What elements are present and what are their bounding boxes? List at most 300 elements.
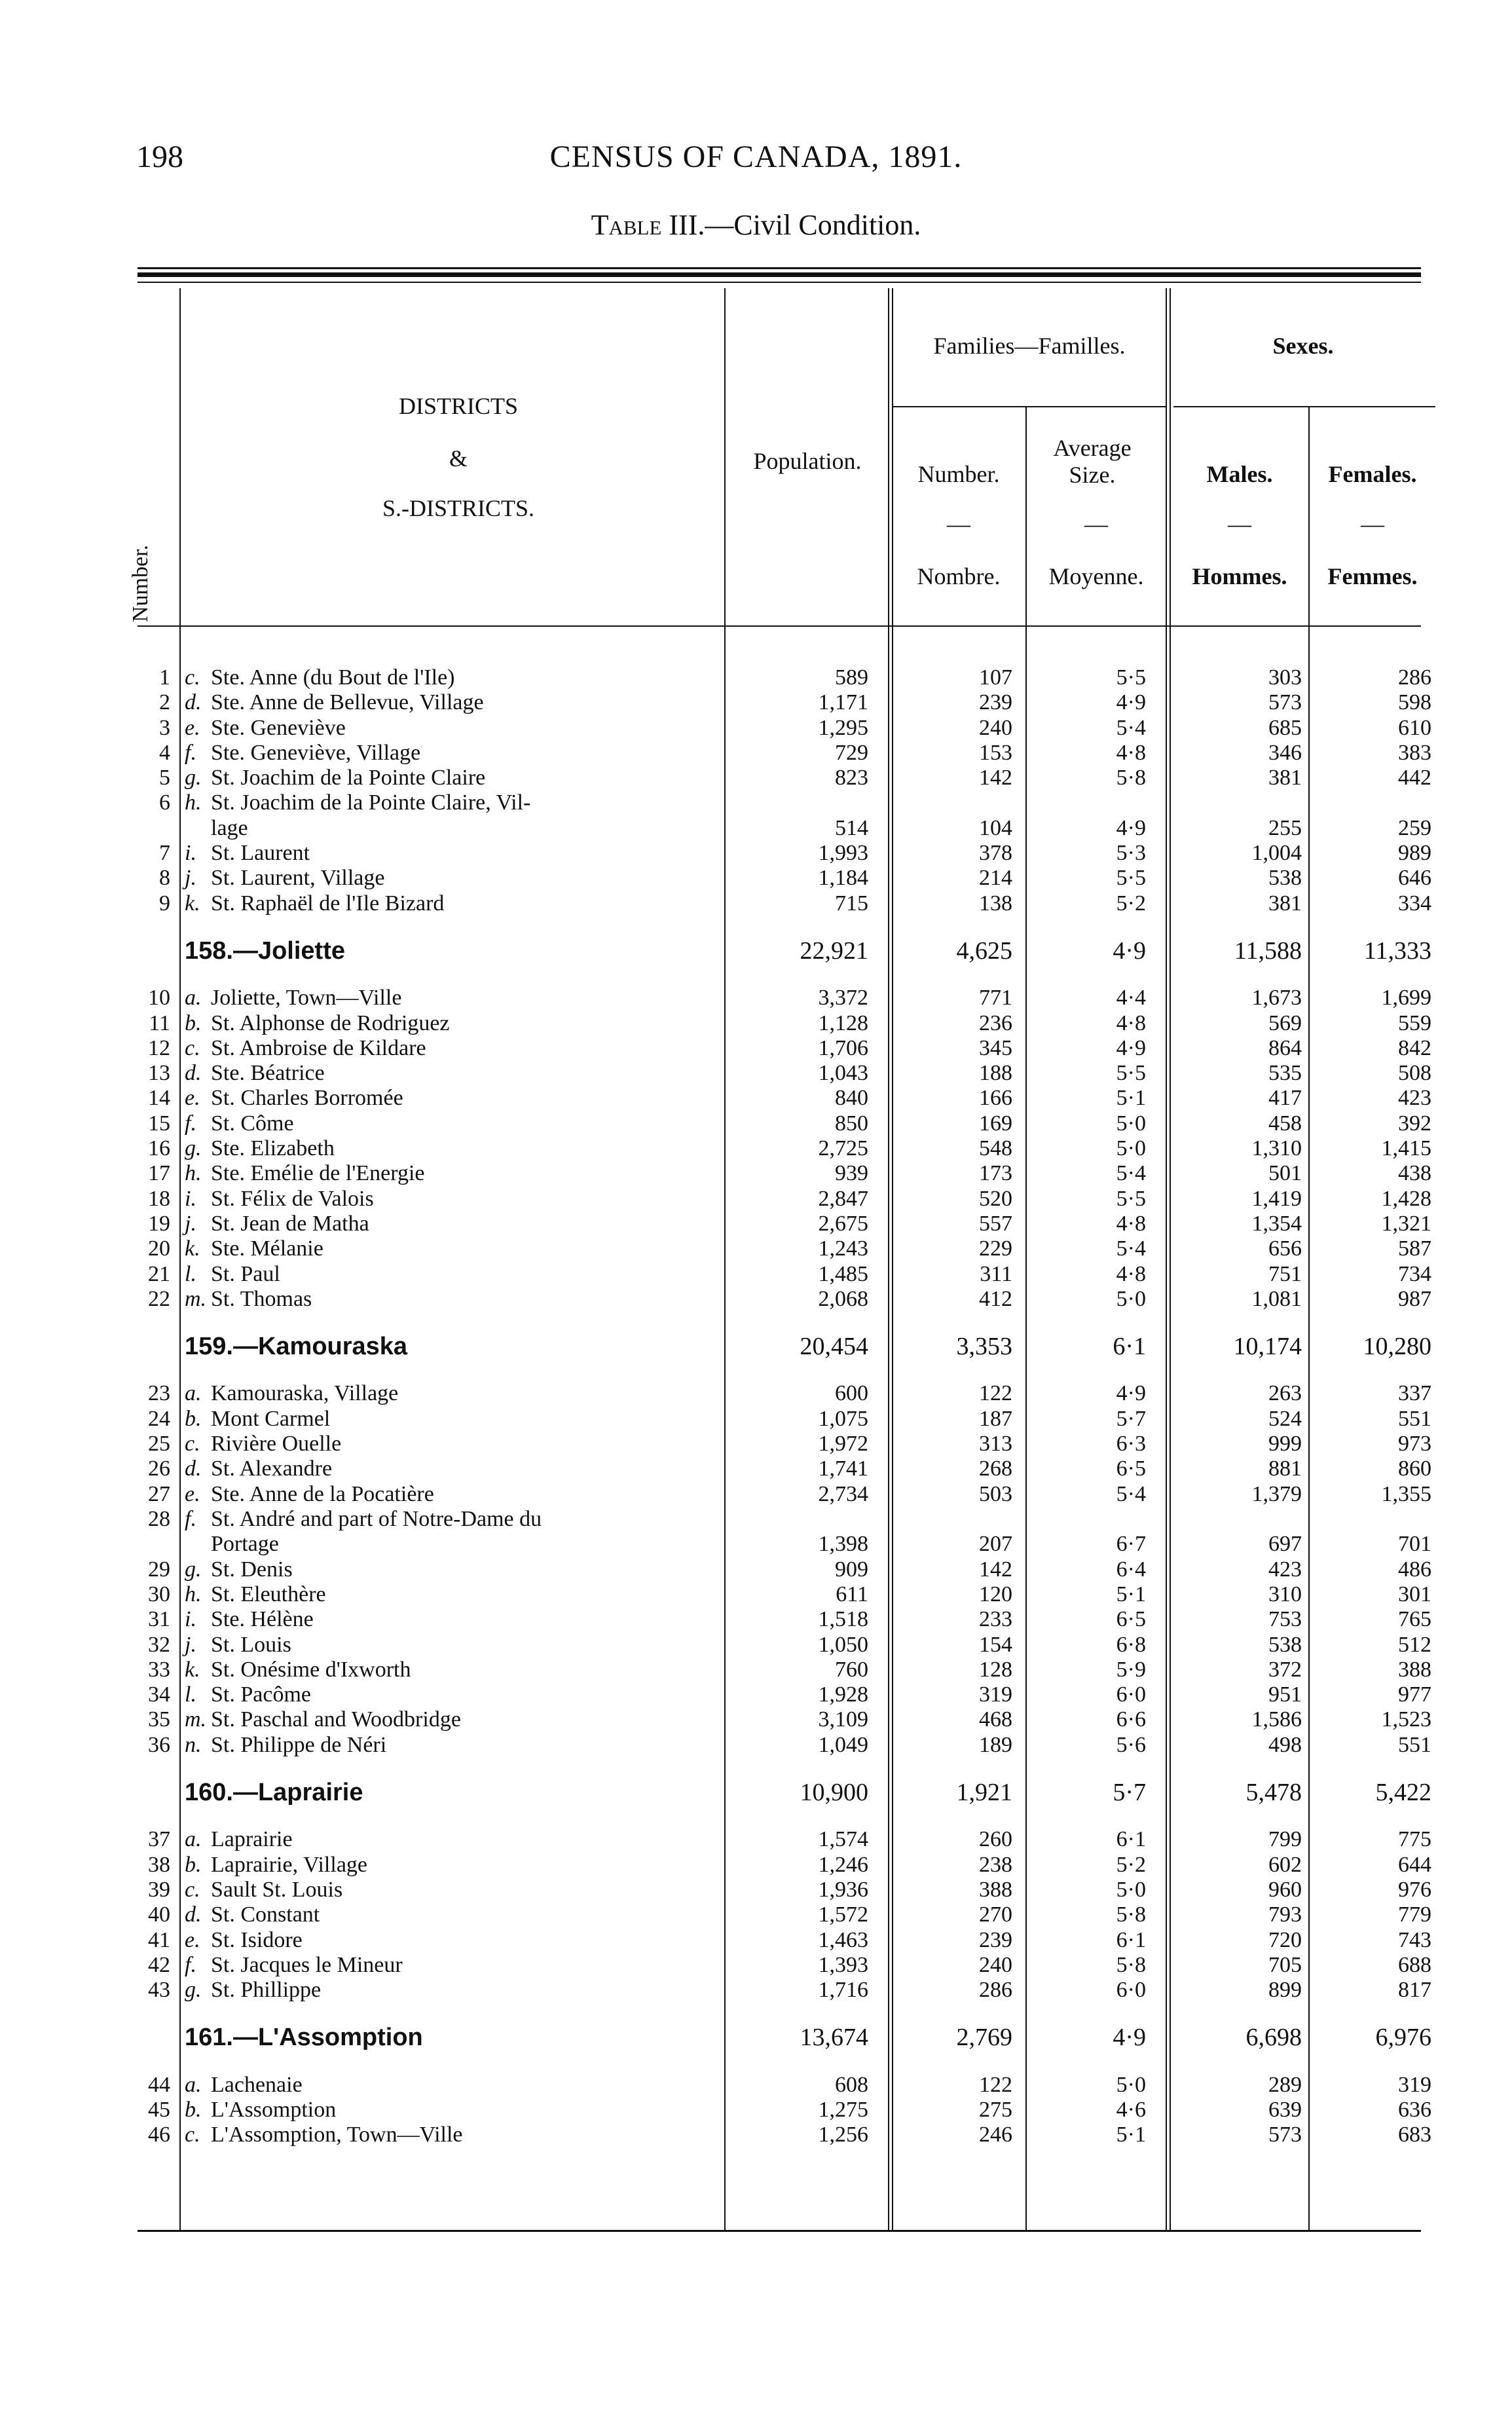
- row-families: 214: [979, 866, 1012, 890]
- row-average-size: 5·7: [1116, 1407, 1146, 1431]
- row-population: 22,921: [800, 937, 868, 965]
- row-males: 498: [1268, 1733, 1302, 1757]
- row-name: St. Paul: [211, 1262, 280, 1286]
- row-females: 1,523: [1381, 1707, 1431, 1732]
- row-females: 486: [1398, 1557, 1431, 1582]
- table-row: [0, 1187, 1512, 1212]
- table-row: [0, 1878, 1512, 1902]
- table-row: [0, 1633, 1512, 1658]
- row-number: 1: [159, 665, 170, 690]
- row-population: 13,674: [800, 2024, 868, 2051]
- row-average-size: 5·3: [1116, 841, 1146, 865]
- row-females: 587: [1398, 1236, 1431, 1261]
- row-name: L'Assomption, Town—Ville: [211, 2123, 463, 2147]
- row-females: 701: [1398, 1532, 1431, 1556]
- row-average-size: 6·6: [1116, 1707, 1146, 1732]
- table-row: [0, 1582, 1512, 1607]
- row-letter: i.: [185, 1607, 196, 1631]
- row-population: 1,518: [818, 1607, 868, 1631]
- table-row: [0, 2073, 1512, 2098]
- row-females: 388: [1398, 1658, 1431, 1682]
- row-families: 187: [979, 1407, 1012, 1431]
- row-letter: a.: [185, 1381, 202, 1405]
- row-population: 1,184: [818, 866, 868, 890]
- header-fam-number-fr: Nombre.: [917, 563, 1001, 589]
- header-fam-number: Number.: [917, 461, 1000, 487]
- row-population: 823: [835, 766, 868, 790]
- row-females: 683: [1398, 2123, 1431, 2147]
- row-letter: l.: [185, 1262, 196, 1286]
- header-districts-2: &: [449, 445, 468, 472]
- row-males: 381: [1268, 766, 1302, 790]
- row-name: Ste. Mélanie: [211, 1236, 323, 1261]
- row-families: 319: [979, 1682, 1012, 1707]
- table-row: [0, 1212, 1512, 1236]
- row-families: 188: [979, 1061, 1012, 1085]
- row-average-size: 5·2: [1116, 1853, 1146, 1877]
- row-number: 15: [148, 1111, 170, 1136]
- row-families: 246: [979, 2123, 1012, 2147]
- row-name: St. Thomas: [211, 1287, 312, 1311]
- table-row: [0, 1658, 1512, 1682]
- row-number: 39: [148, 1878, 170, 1902]
- district-row: [0, 1334, 1512, 1359]
- row-number: 21: [148, 1262, 170, 1286]
- row-letter: f.: [185, 741, 196, 765]
- table-row: [0, 1482, 1512, 1507]
- row-letter: l.: [185, 1682, 196, 1707]
- row-number: 40: [148, 1902, 170, 1927]
- row-letter: g.: [185, 766, 202, 790]
- row-number: 25: [148, 1432, 170, 1456]
- row-males: 1,379: [1251, 1482, 1302, 1506]
- row-letter: m.: [185, 1287, 207, 1311]
- row-females: 438: [1398, 1161, 1431, 1185]
- row-number: 32: [148, 1633, 170, 1657]
- row-families: 4,625: [956, 937, 1012, 965]
- row-females: 1,699: [1381, 986, 1431, 1010]
- row-number: 45: [148, 2098, 170, 2122]
- header-districts-1: DISTRICTS: [398, 393, 519, 419]
- row-females: 392: [1398, 1111, 1431, 1136]
- row-average-size: 6·0: [1116, 1682, 1146, 1707]
- row-number: 5: [159, 766, 170, 790]
- row-females: 559: [1398, 1011, 1431, 1035]
- row-number: 7: [159, 841, 170, 865]
- row-families: 503: [979, 1482, 1012, 1506]
- row-females: 5,422: [1375, 1779, 1431, 1806]
- row-name: St. Félix de Valois: [211, 1187, 374, 1211]
- row-average-size: 6·3: [1116, 1432, 1146, 1456]
- row-population: 1,295: [818, 716, 868, 740]
- row-males: 639: [1268, 2098, 1302, 2122]
- row-letter: h.: [185, 1161, 202, 1185]
- row-number: 43: [148, 1978, 170, 2002]
- row-population: 1,574: [818, 1827, 868, 1851]
- row-families: 557: [979, 1212, 1012, 1236]
- row-population: 850: [835, 1111, 868, 1136]
- row-average-size: 5·6: [1116, 1733, 1146, 1757]
- table-row: [0, 741, 1512, 766]
- row-average-size: 4·9: [1116, 690, 1146, 714]
- row-name: St. Alexandre: [211, 1456, 333, 1481]
- row-males: 535: [1268, 1061, 1302, 1085]
- row-number: 38: [148, 1853, 170, 1877]
- row-average-size: 5·5: [1116, 866, 1146, 890]
- row-males: 751: [1268, 1262, 1302, 1286]
- row-number: 19: [148, 1212, 170, 1236]
- row-letter: a.: [185, 2073, 202, 2097]
- row-number: 24: [148, 1407, 170, 1431]
- row-average-size: 5·1: [1116, 1086, 1146, 1110]
- row-letter: c.: [185, 1036, 200, 1060]
- row-families: 240: [979, 716, 1012, 740]
- row-average-size: 5·0: [1116, 2073, 1146, 2097]
- row-name: St. Charles Borromée: [211, 1086, 403, 1110]
- row-letter: d.: [185, 1061, 202, 1085]
- row-females: 512: [1398, 1633, 1431, 1657]
- table-row: [0, 1381, 1512, 1406]
- row-name: St. Jean de Matha: [211, 1212, 369, 1236]
- row-average-size: 4·4: [1116, 986, 1146, 1010]
- row-males: 573: [1268, 690, 1302, 714]
- table-row: [0, 1902, 1512, 1927]
- row-females: 508: [1398, 1061, 1431, 1085]
- row-males: 720: [1268, 1928, 1302, 1952]
- header-fam-dash: —: [947, 511, 970, 537]
- row-letter: d.: [185, 690, 202, 714]
- table-row: [0, 1111, 1512, 1136]
- row-families: 260: [979, 1827, 1012, 1851]
- table-title-rest: —Civil Condition.: [705, 209, 921, 241]
- table-row: [0, 1036, 1512, 1061]
- row-population: 2,847: [818, 1187, 868, 1211]
- table-row: [0, 891, 1512, 916]
- row-males: 705: [1268, 1953, 1302, 1977]
- row-families: 154: [979, 1633, 1012, 1657]
- row-average-size: 5·0: [1116, 1287, 1146, 1311]
- table-row: [0, 1853, 1512, 1878]
- row-number: 18: [148, 1187, 170, 1211]
- row-name: Laprairie, Village: [211, 1853, 367, 1877]
- row-average-size: 6·8: [1116, 1633, 1146, 1657]
- table-row: [0, 986, 1512, 1011]
- row-average-size: 5·8: [1116, 1953, 1146, 1977]
- row-name: St. André and part of Notre-Dame du: [211, 1507, 542, 1531]
- row-average-size: 4·8: [1116, 1262, 1146, 1286]
- row-number: 2: [159, 690, 170, 714]
- row-name: Joliette, Town—Ville: [211, 986, 402, 1010]
- row-males: 417: [1268, 1086, 1302, 1110]
- table-row: [0, 1978, 1512, 2003]
- row-average-size: 5·8: [1116, 766, 1146, 790]
- row-families: 378: [979, 841, 1012, 865]
- row-families: 548: [979, 1136, 1012, 1160]
- row-males: 5,478: [1245, 1779, 1302, 1806]
- row-population: 611: [836, 1582, 868, 1606]
- row-families: 238: [979, 1853, 1012, 1877]
- row-letter: a.: [185, 1827, 202, 1851]
- row-letter: f.: [185, 1507, 196, 1531]
- row-females: 817: [1398, 1978, 1431, 2002]
- row-males: 255: [1268, 816, 1302, 840]
- row-population: 1,049: [818, 1733, 868, 1757]
- row-families: 286: [979, 1978, 1012, 2002]
- district-row: [0, 1780, 1512, 1805]
- row-name: St. Constant: [211, 1902, 320, 1927]
- page-title: CENSUS OF CANADA, 1891.: [549, 139, 963, 174]
- row-males: 346: [1268, 741, 1302, 765]
- header-sexes: Sexes.: [1272, 333, 1334, 359]
- row-name: St. Eleuthère: [211, 1582, 326, 1606]
- row-families: 412: [979, 1287, 1012, 1311]
- row-letter: k.: [185, 891, 200, 916]
- row-letter: a.: [185, 986, 202, 1010]
- row-males: 538: [1268, 1633, 1302, 1657]
- row-males: 1,310: [1251, 1136, 1302, 1160]
- row-average-size: 6·4: [1116, 1557, 1146, 1582]
- header-avg-size-fr: Moyenne.: [1048, 563, 1144, 589]
- row-families: 240: [979, 1953, 1012, 1977]
- row-males: 1,586: [1251, 1707, 1302, 1732]
- row-population: 1,485: [818, 1262, 868, 1286]
- row-population: 2,068: [818, 1287, 868, 1311]
- row-number: 46: [148, 2123, 170, 2147]
- row-population: 1,936: [818, 1878, 868, 1902]
- row-families: 166: [979, 1086, 1012, 1110]
- row-letter: k.: [185, 1236, 200, 1261]
- row-population: 1,043: [818, 1061, 868, 1085]
- row-families: 153: [979, 741, 1012, 765]
- row-population: 3,372: [818, 986, 868, 1010]
- row-males: 697: [1268, 1532, 1302, 1556]
- row-males: 10,174: [1233, 1333, 1302, 1360]
- row-females: 976: [1398, 1878, 1431, 1902]
- row-males: 458: [1268, 1111, 1302, 1136]
- row-name: Portage: [211, 1532, 279, 1556]
- row-males: 573: [1268, 2123, 1302, 2147]
- row-females: 551: [1398, 1407, 1431, 1431]
- row-females: 11,333: [1363, 937, 1431, 965]
- table-row: [0, 1827, 1512, 1852]
- row-number: 3: [159, 716, 170, 740]
- row-average-size: 4·9: [1116, 1381, 1146, 1405]
- row-letter: g.: [185, 1557, 202, 1582]
- row-males: 753: [1268, 1607, 1302, 1631]
- header-females: Females.: [1328, 461, 1417, 487]
- row-families: 169: [979, 1111, 1012, 1136]
- table-row: [0, 1161, 1512, 1186]
- row-average-size: 5·5: [1116, 1187, 1146, 1211]
- row-families: 771: [979, 986, 1012, 1010]
- row-average-size: 4·6: [1116, 2098, 1146, 2122]
- row-families: 229: [979, 1236, 1012, 1261]
- row-number: 10: [148, 986, 170, 1010]
- row-population: 1,741: [818, 1456, 868, 1481]
- row-name: St. Louis: [211, 1633, 291, 1657]
- row-females: 734: [1398, 1262, 1431, 1286]
- district-row: [0, 2025, 1512, 2050]
- header-males: Males.: [1206, 461, 1273, 487]
- row-families: 388: [979, 1878, 1012, 1902]
- table-row: [0, 1682, 1512, 1707]
- row-name: St. Joachim de la Pointe Claire, Vil-: [211, 790, 531, 815]
- district-row: [0, 938, 1512, 963]
- row-letter: c.: [185, 1432, 200, 1456]
- row-name: Kamouraska, Village: [211, 1381, 399, 1405]
- row-name: Ste. Geneviève: [211, 716, 346, 740]
- row-number: 22: [148, 1287, 170, 1311]
- row-letter: f.: [185, 1953, 196, 1977]
- row-females: 337: [1398, 1381, 1431, 1405]
- row-letter: e.: [185, 1086, 200, 1110]
- table-row: [0, 1407, 1512, 1432]
- row-families: 520: [979, 1187, 1012, 1211]
- row-average-size: 6·1: [1113, 1333, 1146, 1360]
- row-males: 263: [1268, 1381, 1302, 1405]
- row-males: 999: [1268, 1432, 1302, 1456]
- row-families: 3,353: [956, 1333, 1012, 1360]
- header-families: Families—Familles.: [933, 333, 1126, 359]
- row-average-size: 4·8: [1116, 741, 1146, 765]
- row-males: 1,081: [1251, 1287, 1302, 1311]
- table-row: [0, 1607, 1512, 1632]
- row-average-size: 5·4: [1116, 1482, 1146, 1506]
- row-average-size: 4·9: [1116, 1036, 1146, 1060]
- row-families: 107: [979, 665, 1012, 690]
- row-population: 2,725: [818, 1136, 868, 1160]
- row-average-size: 4·9: [1116, 816, 1146, 840]
- table-row: [0, 1953, 1512, 1978]
- row-females: 6,976: [1375, 2024, 1431, 2051]
- row-families: 142: [979, 766, 1012, 790]
- row-average-size: 5·9: [1116, 1658, 1146, 1682]
- table-title-prefix: Table III.: [591, 209, 705, 241]
- row-number: 6: [159, 790, 170, 815]
- row-females: 1,321: [1381, 1212, 1431, 1236]
- row-name: St. Isidore: [211, 1928, 303, 1952]
- row-letter: j.: [185, 1633, 196, 1657]
- row-population: 1,171: [818, 690, 868, 714]
- row-males: 864: [1268, 1036, 1302, 1060]
- row-population: 10,900: [800, 1779, 868, 1806]
- row-females: 598: [1398, 690, 1431, 714]
- row-letter: f.: [185, 1111, 196, 1136]
- row-average-size: 5·1: [1116, 1582, 1146, 1606]
- row-letter: j.: [185, 866, 196, 890]
- row-females: 860: [1398, 1456, 1431, 1481]
- row-females: 646: [1398, 866, 1431, 890]
- row-population: 760: [835, 1658, 868, 1682]
- row-females: 779: [1398, 1902, 1431, 1927]
- row-males: 1,004: [1251, 841, 1302, 865]
- header-males-dash: —: [1228, 511, 1251, 537]
- row-letter: e.: [185, 716, 200, 740]
- row-letter: e.: [185, 1482, 200, 1506]
- row-females: 636: [1398, 2098, 1431, 2122]
- row-females: 10,280: [1363, 1333, 1431, 1360]
- row-population: 1,393: [818, 1953, 868, 1977]
- row-name: Ste. Elizabeth: [211, 1136, 335, 1160]
- row-females: 319: [1398, 2073, 1431, 2097]
- district-name: 161.—L'Assomption: [185, 2025, 423, 2050]
- table-row: [0, 1928, 1512, 1953]
- table-row: [0, 790, 1512, 815]
- row-population: 1,572: [818, 1902, 868, 1927]
- row-population: 608: [835, 2073, 868, 2097]
- row-population: 1,972: [818, 1432, 868, 1456]
- row-average-size: 4·9: [1113, 2024, 1146, 2051]
- row-number: 35: [148, 1707, 170, 1732]
- district-name: 159.—Kamouraska: [185, 1334, 408, 1359]
- row-population: 1,050: [818, 1633, 868, 1657]
- row-name: Sault St. Louis: [211, 1878, 343, 1902]
- row-letter: b.: [185, 1407, 202, 1431]
- row-population: 729: [835, 741, 868, 765]
- row-population: 514: [835, 816, 868, 840]
- header-districts-3: S.-DISTRICTS.: [382, 495, 535, 521]
- row-population: 1,716: [818, 1978, 868, 2002]
- row-females: 551: [1398, 1733, 1431, 1757]
- row-families: 104: [979, 816, 1012, 840]
- row-number: 8: [159, 866, 170, 890]
- row-average-size: 5·4: [1116, 1236, 1146, 1261]
- row-females: 1,355: [1381, 1482, 1431, 1506]
- row-males: 501: [1268, 1161, 1302, 1185]
- row-population: 1,256: [818, 2123, 868, 2147]
- row-population: 1,128: [818, 1011, 868, 1035]
- row-population: 840: [835, 1086, 868, 1110]
- row-average-size: 5·5: [1116, 665, 1146, 690]
- table-row: [0, 690, 1512, 715]
- row-population: 2,734: [818, 1482, 868, 1506]
- row-letter: i.: [185, 1187, 196, 1211]
- row-name: St. Paschal and Woodbridge: [211, 1707, 461, 1732]
- row-letter: g.: [185, 1136, 202, 1160]
- row-letter: k.: [185, 1658, 200, 1682]
- row-males: 6,698: [1245, 2024, 1302, 2051]
- row-letter: c.: [185, 2123, 200, 2147]
- row-males: 881: [1268, 1456, 1302, 1481]
- row-name: St. Pacôme: [211, 1682, 311, 1707]
- row-letter: c.: [185, 665, 200, 690]
- row-males: 793: [1268, 1902, 1302, 1927]
- row-population: 1,463: [818, 1928, 868, 1952]
- header-females-fr: Femmes.: [1327, 563, 1418, 589]
- row-females: 610: [1398, 716, 1431, 740]
- table-row: [0, 1532, 1512, 1557]
- row-name: Mont Carmel: [211, 1407, 331, 1431]
- row-name: Rivière Ouelle: [211, 1432, 342, 1456]
- row-name: St. Côme: [211, 1111, 294, 1136]
- row-average-size: 5·2: [1116, 891, 1146, 916]
- row-name: St. Laurent: [211, 841, 310, 865]
- row-number: 20: [148, 1236, 170, 1261]
- row-families: 189: [979, 1733, 1012, 1757]
- row-average-size: 4·8: [1116, 1011, 1146, 1035]
- district-name: 160.—Laprairie: [185, 1780, 363, 1805]
- row-families: 345: [979, 1036, 1012, 1060]
- row-females: 286: [1398, 665, 1431, 690]
- row-average-size: 5·8: [1116, 1902, 1146, 1927]
- row-females: 743: [1398, 1928, 1431, 1952]
- table-row: [0, 766, 1512, 790]
- row-name: Lachenaie: [211, 2073, 303, 2097]
- row-name: L'Assomption: [211, 2098, 337, 2122]
- header-population: Population.: [753, 448, 862, 474]
- row-families: 138: [979, 891, 1012, 916]
- row-number: 16: [148, 1136, 170, 1160]
